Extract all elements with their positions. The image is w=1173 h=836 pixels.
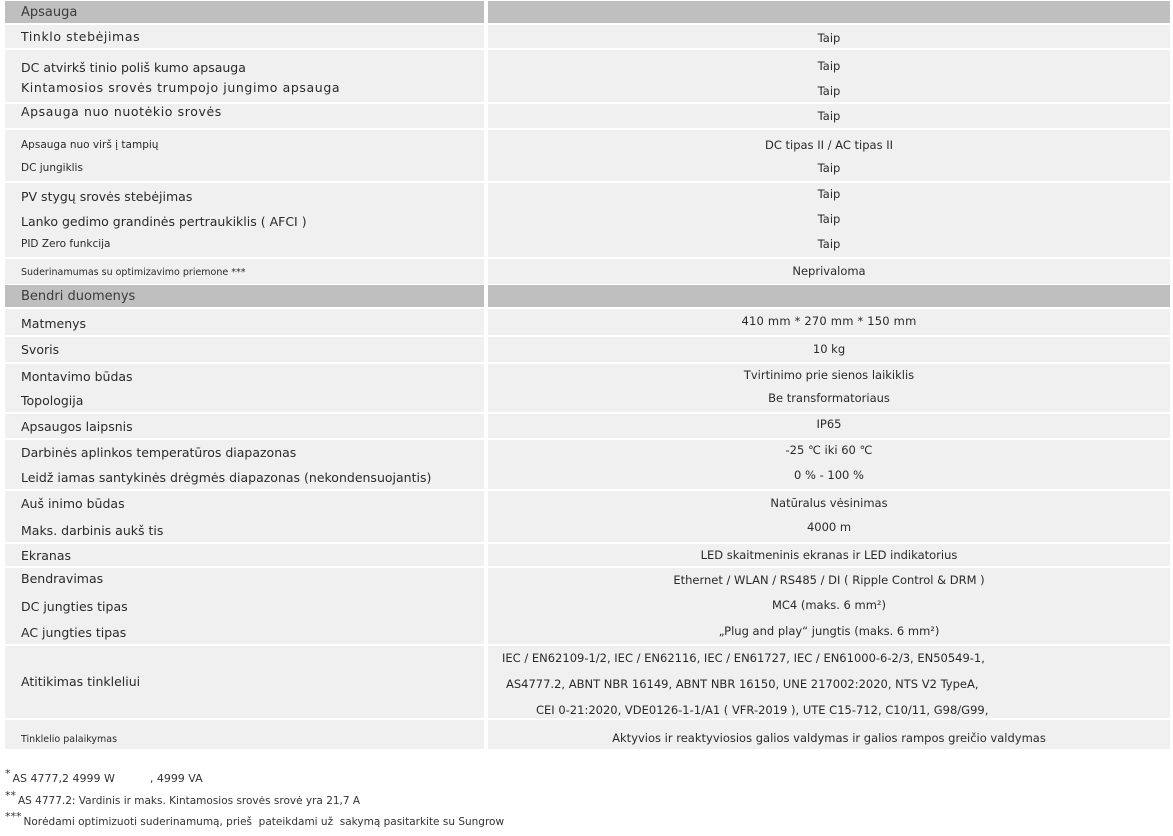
footnote-text: AS 4777,2 4999 W , 4999 VA xyxy=(12,772,203,785)
row-value: Taip xyxy=(817,59,841,73)
row-value: Taip xyxy=(817,187,841,201)
footnote-mark: * xyxy=(5,767,11,780)
row-value: Aktyvios ir reaktyviosios galios valdymas ir galios rampos greičio valdymas xyxy=(612,731,1046,745)
row-value: MC4 (maks. 6 mm²) xyxy=(771,598,887,612)
row-value: 10 kg xyxy=(812,342,846,356)
table-row xyxy=(5,337,1170,362)
row-value: 4000 m xyxy=(806,520,852,534)
row-label: Matmenys xyxy=(21,316,87,331)
table-row xyxy=(5,25,1170,48)
table-row xyxy=(5,592,1170,619)
row-label: Suderinamumas su optimizavimo priemone *** xyxy=(21,267,246,278)
compliance-line: IEC / EN62109-1/2, IEC / EN62116, IEC / EN61727, IEC / EN61000-6-2/3, EN50549-1, xyxy=(502,651,985,665)
row-label: Ekranas xyxy=(21,548,72,563)
table-row xyxy=(5,544,1170,566)
row-label: DC jungiklis xyxy=(21,162,83,174)
table-row xyxy=(5,619,1170,644)
section-title: Apsauga xyxy=(21,5,78,20)
row-value: Neprivaloma xyxy=(792,264,866,278)
row-label: Leidž iamas santykinės drėgmės diapazonas (nekondensuojantis) xyxy=(21,470,432,485)
row-label: Tinklelio palaikymas xyxy=(21,734,118,745)
table-row xyxy=(5,209,1170,233)
table-row xyxy=(5,491,1170,516)
table-row xyxy=(5,388,1170,412)
footnote-text: Norėdami optimizuoti suderinamumą, prieš pateikdami už sakymą pasitarkite su Sungrow xyxy=(23,816,505,828)
row-label: Apsauga nuo nuotėkio srovės xyxy=(21,104,222,119)
row-value: IP65 xyxy=(816,417,842,431)
row-label: Tinklo stebėjimas xyxy=(21,29,141,44)
row-label: Auš inimo būdas xyxy=(21,496,125,511)
footnote-3 xyxy=(5,810,505,828)
row-value: Tvirtinimo prie sienos laikiklis xyxy=(743,368,915,382)
row-value: Taip xyxy=(817,161,841,175)
table-row xyxy=(5,259,1170,284)
row-label: Topologija xyxy=(21,393,84,408)
section-title: Bendri duomenys xyxy=(21,289,136,304)
compliance-line: AS4777.2, ABNT NBR 16149, ABNT NBR 16150, UNE 217002:2020, NTS V2 TypeA, xyxy=(506,677,979,691)
footnote-mark: ** xyxy=(5,789,16,802)
table-row xyxy=(5,364,1170,388)
footnote-text: AS 4777.2: Vardinis ir maks. Kintamosios srovės srovė yra 21,7 A xyxy=(18,795,361,807)
table-row xyxy=(5,464,1170,489)
table-row xyxy=(5,414,1170,438)
row-label: DC atvirkš tinio poliš kumo apsauga xyxy=(21,60,246,75)
row-value: LED skaitmeninis ekranas ir LED indikatorius xyxy=(700,548,958,562)
section-header-protection xyxy=(5,1,1170,23)
table-row xyxy=(5,309,1170,335)
section-header-general xyxy=(5,285,1170,307)
row-label: Montavimo būdas xyxy=(21,369,133,384)
table-row xyxy=(5,440,1170,464)
row-value: Taip xyxy=(817,109,841,123)
table-row xyxy=(5,158,1170,181)
table-row xyxy=(5,104,1170,128)
row-label: Darbinės aplinkos temperatūros diapazonas xyxy=(21,445,297,460)
row-value: „Plug and play“ jungtis (maks. 6 mm²) xyxy=(718,624,940,638)
table-row xyxy=(5,50,1170,80)
table-row xyxy=(5,646,1170,718)
row-value: Taip xyxy=(817,31,841,45)
row-label: Apsauga nuo virš į tampių xyxy=(21,139,159,151)
table-row xyxy=(5,130,1170,158)
row-label: PID Zero funkcija xyxy=(21,238,111,250)
row-label: Kintamosios srovės trumpojo jungimo apsauga xyxy=(21,80,341,95)
row-value: Ethernet / WLAN / RS485 / DI ( Ripple Control & DRM ) xyxy=(673,573,985,587)
table-row xyxy=(5,183,1170,209)
row-value: Natūralus vėsinimas xyxy=(770,496,888,510)
table-row xyxy=(5,720,1170,749)
row-value: DC tipas II / AC tipas II xyxy=(764,138,894,152)
footnote-1 xyxy=(5,767,203,785)
table-row xyxy=(5,568,1170,592)
row-value: 0 % - 100 % xyxy=(794,468,864,482)
table-row xyxy=(5,233,1170,257)
row-value: Be transformatoriaus xyxy=(768,391,890,405)
row-label: Atitikimas tinkleliui xyxy=(21,674,141,689)
row-label: AC jungties tipas xyxy=(21,625,127,640)
row-value: Taip xyxy=(817,84,841,98)
table-row xyxy=(5,80,1170,102)
row-value: -25 ℃ iki 60 ℃ xyxy=(785,443,873,457)
table-row xyxy=(5,516,1170,542)
row-label: Svoris xyxy=(21,342,60,357)
row-label: Apsaugos laipsnis xyxy=(21,419,133,434)
row-label: PV stygų srovės stebėjimas xyxy=(21,189,193,204)
row-value: 410 mm * 270 mm * 150 mm xyxy=(741,314,917,328)
row-value: Taip xyxy=(817,237,841,251)
footnote-2 xyxy=(5,789,361,807)
footnote-mark: *** xyxy=(5,810,22,823)
row-value: Taip xyxy=(817,212,841,226)
row-label: Lanko gedimo grandinės pertraukiklis ( AFCI ) xyxy=(21,214,307,229)
row-label: Maks. darbinis aukš tis xyxy=(21,523,164,538)
row-label: Bendravimas xyxy=(21,571,104,586)
row-label: DC jungties tipas xyxy=(21,599,128,614)
compliance-line: CEI 0-21:2020, VDE0126-1-1/A1 ( VFR-2019 ), UTE C15-712, C10/11, G98/G99, xyxy=(536,703,989,717)
